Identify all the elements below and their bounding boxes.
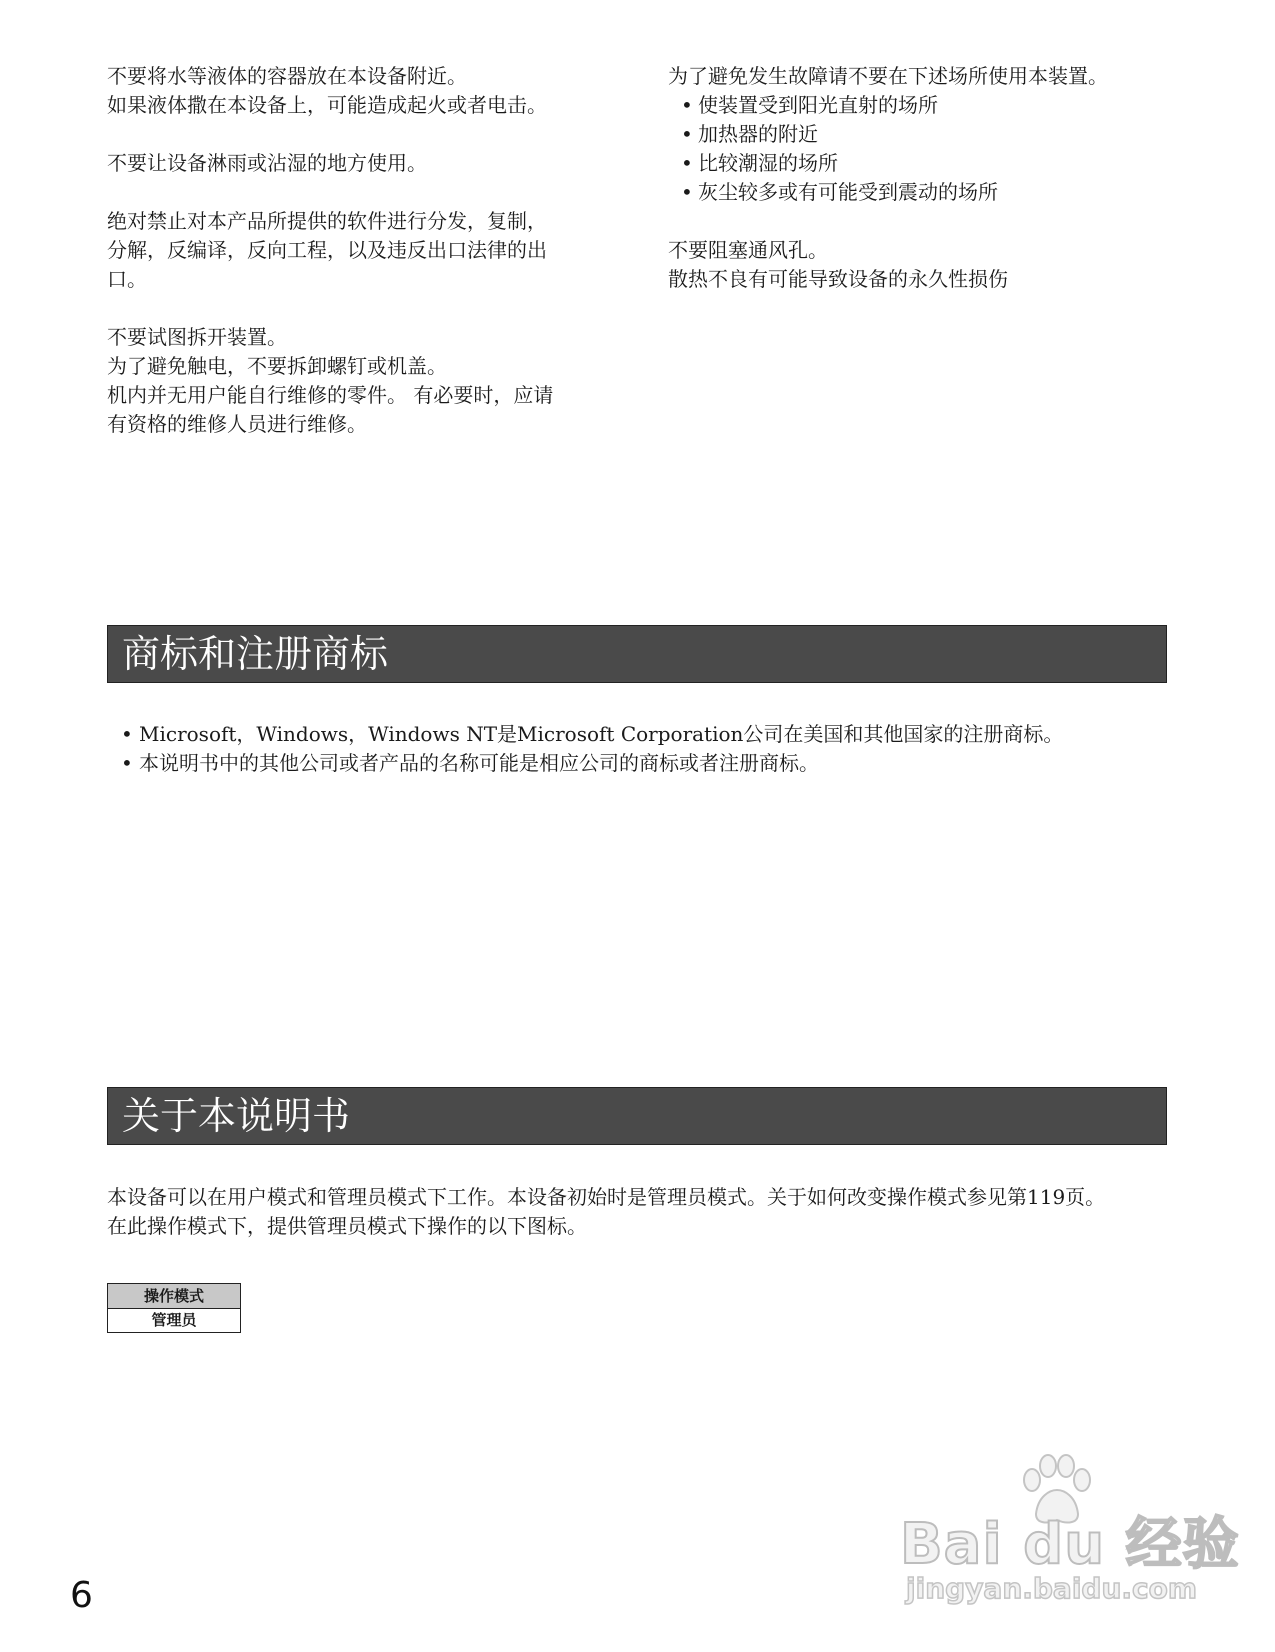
- operation-mode-badge: [107, 1283, 241, 1333]
- mode-badge-value: 管理员: [108, 1309, 240, 1332]
- text-line: 有资格的维修人员进行维修。: [107, 412, 367, 436]
- text-line: 在此操作模式下，提供管理员模式下操作的以下图标。: [107, 1214, 587, 1238]
- text-line: 不要试图拆开装置。: [107, 325, 287, 349]
- disassembly-warning: [107, 323, 597, 439]
- rain-warning: [107, 149, 597, 178]
- mode-badge-header: 操作模式: [108, 1284, 240, 1309]
- watermark-url: jingyan.baidu.com: [906, 1572, 1198, 1605]
- text-line: 口。: [107, 267, 147, 291]
- baidu-watermark: [900, 1450, 1240, 1605]
- text-line: 不要将水等液体的容器放在本设备附近。: [107, 64, 467, 88]
- list-item: • 比较潮湿的场所: [668, 149, 1188, 178]
- page-number: 6: [70, 1575, 93, 1616]
- list-item: • 加热器的附近: [668, 120, 1188, 149]
- manual-description: [107, 1183, 1247, 1241]
- text-line: 绝对禁止对本产品所提供的软件进行分发，复制，: [107, 209, 547, 233]
- trademark-list: [107, 720, 1227, 778]
- text-line: 分解，反编译，反向工程，以及违反出口法律的出: [107, 238, 547, 262]
- right-column: [668, 62, 1188, 323]
- text-line: 如果液体撒在本设备上，可能造成起火或者电击。: [107, 93, 547, 117]
- text-line: 不要让设备淋雨或沾湿的地方使用。: [107, 151, 427, 175]
- location-warning: [668, 62, 1188, 207]
- text-line: 本设备可以在用户模式和管理员模式下工作。本设备初始时是管理员模式。关于如何改变操作模式参见第119页。: [107, 1185, 1106, 1209]
- text-line: 机内并无用户能自行维修的零件。 有必要时，应请: [107, 383, 554, 407]
- text-line: 为了避免触电，不要拆卸螺钉或机盖。: [107, 354, 447, 378]
- software-warning: [107, 207, 597, 294]
- section-title-trademark: 商标和注册商标: [107, 625, 1167, 683]
- list-item: • 使装置受到阳光直射的场所: [668, 91, 1188, 120]
- text-line: 不要阻塞通风孔。: [668, 238, 828, 262]
- left-column: [107, 62, 597, 468]
- text-line: 散热不良有可能导致设备的永久性损伤: [668, 267, 1008, 291]
- liquid-warning: [107, 62, 597, 120]
- location-intro: 为了避免发生故障请不要在下述场所使用本装置。: [668, 64, 1108, 88]
- list-item: • Microsoft，Windows，Windows NT是Microsoft Corporation公司在美国和其他国家的注册商标。: [107, 720, 1227, 749]
- vent-warning: [668, 236, 1188, 294]
- list-item: • 灰尘较多或有可能受到震动的场所: [668, 178, 1188, 207]
- watermark-logo-text: Bai du 经验: [900, 1512, 1240, 1577]
- list-item: • 本说明书中的其他公司或者产品的名称可能是相应公司的商标或者注册商标。: [107, 749, 1227, 778]
- section-title-manual: 关于本说明书: [107, 1087, 1167, 1145]
- location-list: [668, 91, 1188, 207]
